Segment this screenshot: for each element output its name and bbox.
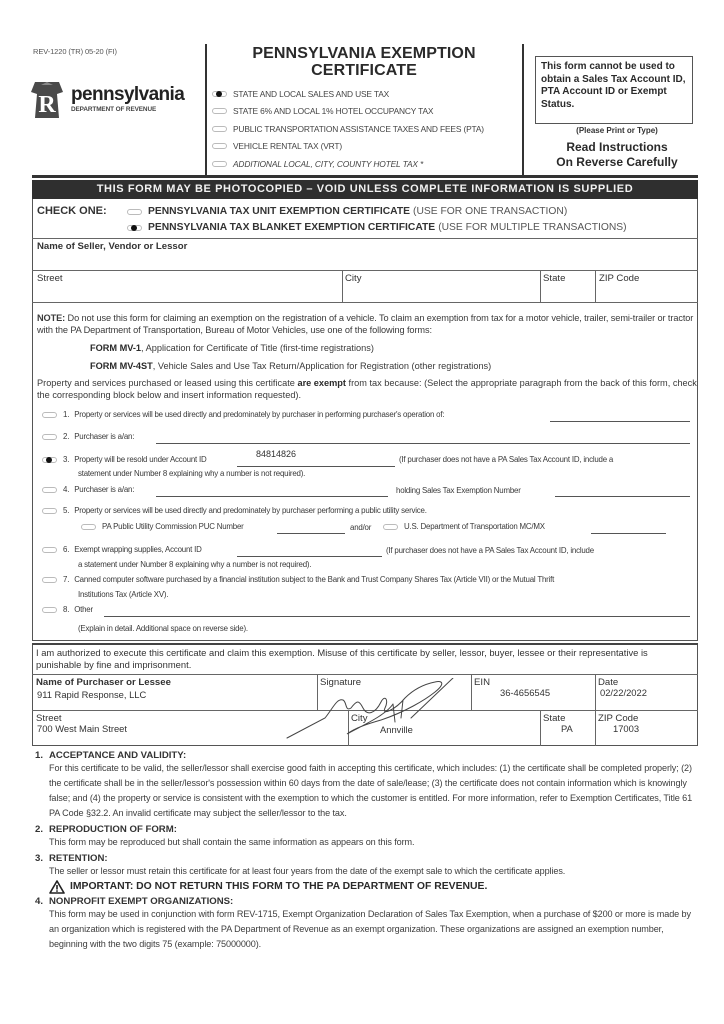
divider <box>540 710 541 746</box>
radio-oval-icon[interactable] <box>383 524 398 530</box>
tax-option-label: PUBLIC TRANSPORTATION ASSISTANCE TAXES AND FEES (PTA) <box>233 123 484 134</box>
logo-wordmark: pennsylvania <box>71 84 185 105</box>
reason-4-exemption-number[interactable] <box>555 496 690 497</box>
reason-text: Exempt wrapping supplies, Account ID <box>74 545 202 554</box>
signature-label: Signature <box>320 677 362 688</box>
instruction-body: For this certificate to be valid, the seller/lessor shall exercise good faith in accepting this certificate, which includes: (1) the certificate shall be completed properly; (2) the certificate shall be in the seller/lessor's possession within 60 days from the date of sale/lease; (3) the certificate does not contain information which is knowingly false; and (4) the property or service is consistent with the exemption to which the customer is entitled. For more information, refer to Exemption Certificates, Title 61 PA Code §32.2. An invalid certificate may subject the seller/lessor to the tax. <box>49 763 693 818</box>
tax-option-pta[interactable] <box>212 120 484 138</box>
title-line-1: PENNSYLVANIA EXEMPTION <box>252 45 476 62</box>
instruction-body: This form may be used in conjunction with form REV-1715, Exempt Organization Declaration of Sales Tax Exemption, when a purchase of $200 or more is made by an organization which is registered with the PA Department of Revenue as an exempt organization. These organizations are assigned an exemption number, beginning with the two digits 75 (example: 75000000). <box>49 909 691 949</box>
important-warning <box>49 879 695 894</box>
date-value[interactable]: 02/22/2022 <box>600 687 647 698</box>
and-or-label: and/or <box>350 523 372 532</box>
instruction-title: NONPROFIT EXEMPT ORGANIZATIONS: <box>49 896 234 907</box>
radio-oval-icon[interactable] <box>212 143 227 149</box>
print-type-note: (Please Print or Type) <box>576 126 658 135</box>
instruction-body: This form may be reproduced but shall contain the same information as appears on this form. <box>49 837 415 847</box>
reason-5-usdot[interactable] <box>383 522 545 531</box>
seller-name-field[interactable] <box>37 253 692 269</box>
form-mv1-line <box>90 343 374 353</box>
intro-text: from tax because: (Select the appropriate paragraph from the back of this form, check the corresponding block below and insert information requested). <box>37 378 697 400</box>
pa-revenue-logo <box>31 80 185 120</box>
instruction-body: The seller or lessor must retain this certificate for at least four years from the date of the exempt sale to which the certificate applies. <box>49 866 566 876</box>
reason-4[interactable] <box>42 485 134 494</box>
seller-city-field[interactable] <box>345 285 535 299</box>
purchaser-name-value[interactable]: 911 Rapid Response, LLC <box>37 689 147 700</box>
important-text: IMPORTANT: DO NOT RETURN THIS FORM TO THE PA DEPARTMENT OF REVENUE. <box>70 881 488 892</box>
cert-option-title: PENNSYLVANIA TAX BLANKET EXEMPTION CERTIFICATE <box>148 222 436 233</box>
puc-number-input[interactable] <box>277 533 345 534</box>
divider <box>32 175 698 178</box>
intro-text: Property and services purchased or leased using this certificate <box>37 378 298 388</box>
date-label: Date <box>598 677 619 688</box>
cert-option-note: (USE FOR MULTIPLE TRANSACTIONS) <box>438 222 627 233</box>
divider <box>32 238 698 239</box>
tax-option-label: STATE AND LOCAL SALES AND USE TAX <box>233 88 390 99</box>
reason-3-tail2: statement under Number 8 explaining why a number is not required). <box>78 469 306 478</box>
usdot-label: U.S. Department of Transportation MC/MX <box>404 522 545 531</box>
reason-3[interactable] <box>42 455 207 464</box>
reason-7-tail2: Institutions Tax (Article XV). <box>78 590 169 599</box>
divider <box>342 270 343 302</box>
radio-oval-icon[interactable] <box>42 547 57 553</box>
reason-5[interactable] <box>42 506 427 515</box>
reason-6-tail2: a statement under Number 8 explaining why a number is not required). <box>78 560 312 569</box>
instruction-number: 2. <box>35 824 44 835</box>
reason-4-mid: holding Sales Tax Exemption Number <box>396 486 521 495</box>
instruction-number: 4. <box>35 896 44 907</box>
tax-option-vrt[interactable] <box>212 138 484 156</box>
radio-checked-icon[interactable] <box>42 457 57 463</box>
reason-8-tail2: (Explain in detail. Additional space on reverse side). <box>78 624 248 633</box>
purchaser-city-label: City <box>351 713 368 724</box>
reason-6-tail: (If purchaser does not have a PA Sales Tax Account ID, include <box>386 546 594 555</box>
tax-option-hotel-occupancy[interactable] <box>212 103 484 121</box>
tax-option-label: STATE 6% AND LOCAL 1% HOTEL OCCUPANCY TAX <box>233 106 434 117</box>
tax-option-label: VEHICLE RENTAL TAX (VRT) <box>233 141 343 152</box>
reason-2[interactable] <box>42 432 134 441</box>
radio-oval-icon[interactable] <box>42 487 57 493</box>
form-id: REV-1220 (TR) 05-20 (FI) <box>33 47 117 56</box>
note-lead: NOTE: <box>37 313 66 323</box>
instructions <box>35 748 695 952</box>
divider <box>32 674 698 675</box>
instruction-title: REPRODUCTION OF FORM: <box>49 824 177 835</box>
reason-number: 3. <box>63 455 70 464</box>
ein-label: EIN <box>474 677 490 688</box>
reason-6-input[interactable] <box>237 556 382 557</box>
seller-street-field[interactable] <box>37 285 337 299</box>
reason-7[interactable] <box>42 575 554 584</box>
note-text: Do not use this form for claiming an exemption on the registration of a vehicle. To claim an exemption from tax for a motor vehicle, trailer, semi-trailer or tractor with the PA Department of Transportation, Bureau of Motor Vehicles, use one of the following forms: <box>37 313 694 335</box>
purchaser-state-value[interactable]: PA <box>561 723 573 734</box>
reason-3-input[interactable] <box>237 466 395 467</box>
radio-checked-icon[interactable] <box>212 91 227 97</box>
reason-8[interactable] <box>42 605 93 614</box>
svg-text:R: R <box>38 92 56 118</box>
reason-6[interactable] <box>42 545 202 554</box>
instruction-heading <box>35 896 695 907</box>
reason-number: 2. <box>63 432 70 441</box>
radio-oval-icon[interactable] <box>212 126 227 132</box>
title-line-2: CERTIFICATE <box>311 62 417 79</box>
tax-type-list <box>212 85 484 173</box>
notice-box: This form cannot be used to obtain a Sales Tax Account ID, PTA Account ID or Exempt Status. <box>535 56 693 124</box>
purchaser-zip-value[interactable]: 17003 <box>613 723 640 734</box>
seller-zip-label: ZIP Code <box>599 273 640 284</box>
divider <box>32 302 698 303</box>
logo-subtitle: DEPARTMENT OF REVENUE <box>71 106 157 113</box>
check-one-label: CHECK ONE: <box>37 205 107 217</box>
form-code: FORM MV-1 <box>90 343 142 353</box>
divider <box>471 674 472 710</box>
reason-text: Property or services will be used directly and predominately by purchaser in performing purchaser's operation of: <box>74 410 445 419</box>
reason-1-input[interactable] <box>550 421 690 422</box>
instruction-number: 3. <box>35 853 44 864</box>
seller-city-label: City <box>345 273 362 284</box>
read-line-1: Read Instructions <box>566 140 668 154</box>
radio-oval-icon[interactable] <box>42 577 57 583</box>
radio-oval-icon[interactable] <box>42 434 57 440</box>
read-line-2: On Reverse Carefully <box>556 155 678 169</box>
tax-option-label: ADDITIONAL LOCAL, CITY, COUNTY HOTEL TAX * <box>233 158 424 169</box>
reason-text: Property or services will be used directly and predominately by purchaser performing a public utility service. <box>74 506 427 515</box>
instruction-heading <box>35 853 695 864</box>
reason-3-account-id[interactable]: 84814826 <box>256 449 297 459</box>
keystone-r-icon <box>31 82 63 118</box>
seller-name-label: Name of Seller, Vendor or Lessor <box>37 241 188 252</box>
reason-number: 6. <box>63 545 70 554</box>
intro-bold: are exempt <box>297 378 346 388</box>
purchaser-city-value[interactable]: Annville <box>380 724 413 735</box>
reason-text: Canned computer software purchased by a financial institution subject to the Bank and Trust Company Shares Tax (Article VII) or the Mutual Thrift <box>74 575 555 584</box>
cert-option-note: (USE FOR ONE TRANSACTION) <box>413 206 568 217</box>
purchaser-zip-label: ZIP Code <box>598 713 639 724</box>
instruction-title: ACCEPTANCE AND VALIDITY: <box>49 750 187 761</box>
usdot-number-input[interactable] <box>591 533 666 534</box>
purchaser-street-value[interactable]: 700 West Main Street <box>37 723 127 734</box>
reason-4-input[interactable] <box>156 496 388 497</box>
instruction-number: 1. <box>35 750 44 761</box>
divider <box>540 270 541 302</box>
warning-triangle-icon <box>49 880 65 894</box>
tax-option-local-hotel[interactable] <box>212 155 484 173</box>
signature-scribble[interactable] <box>285 678 455 740</box>
cert-option-blanket[interactable] <box>127 222 627 233</box>
tax-option-sales-use[interactable] <box>212 85 484 103</box>
reason-number: 1. <box>63 410 70 419</box>
radio-checked-icon[interactable] <box>127 225 142 231</box>
reason-number: 5. <box>63 506 70 515</box>
cert-option-title: PENNSYLVANIA TAX UNIT EXEMPTION CERTIFICATE <box>148 206 411 217</box>
radio-oval-icon[interactable] <box>212 108 227 114</box>
page-title <box>206 45 522 79</box>
reason-number: 7. <box>63 575 70 584</box>
reason-text: Property will be resold under Account ID <box>74 455 207 464</box>
seller-street-label: Street <box>37 273 63 284</box>
form-desc: , Vehicle Sales and Use Tax Return/Application for Registration (other registrations) <box>152 361 492 371</box>
authorization-statement: I am authorized to execute this certificate and claim this exemption. Misuse of this certificate by seller, lessor, buyer, lessee or their representative is punishable by fine and imprisonment. <box>36 647 648 670</box>
reason-text: Purchaser is a/an: <box>74 432 135 441</box>
read-instructions <box>523 140 711 170</box>
reason-2-input[interactable] <box>156 443 690 444</box>
radio-oval-icon[interactable] <box>212 161 227 167</box>
reason-5-puc[interactable] <box>81 522 244 531</box>
instruction-title: RETENTION: <box>49 853 108 864</box>
reason-3-tail: (If purchaser does not have a PA Sales Tax Account ID, include a <box>399 455 614 464</box>
reason-number: 8. <box>63 605 70 614</box>
ein-value[interactable]: 36-4656545 <box>500 687 551 698</box>
radio-oval-icon[interactable] <box>127 209 142 215</box>
reason-text: Other <box>74 605 93 614</box>
radio-oval-icon[interactable] <box>42 508 57 514</box>
cert-option-unit[interactable] <box>127 206 567 217</box>
seller-state-field[interactable] <box>543 285 593 299</box>
purchaser-street-label: Street <box>36 713 62 724</box>
photocopy-banner: THIS FORM MAY BE PHOTOCOPIED – VOID UNLESS COMPLETE INFORMATION IS SUPPLIED <box>32 180 698 199</box>
reason-text: Purchaser is a/an: <box>74 485 135 494</box>
purchaser-state-label: State <box>543 713 566 724</box>
divider <box>595 270 596 302</box>
seller-state-label: State <box>543 273 566 284</box>
reason-8-input[interactable] <box>104 616 690 617</box>
seller-zip-field[interactable] <box>599 285 694 299</box>
form-code: FORM MV-4ST <box>90 361 153 371</box>
vehicle-note <box>37 313 697 336</box>
form-mv4st-line <box>90 361 491 371</box>
instruction-heading <box>35 824 695 835</box>
instruction-heading <box>35 750 695 761</box>
purchaser-name-label: Name of Purchaser or Lessee <box>36 677 171 688</box>
reason-number: 4. <box>63 485 70 494</box>
divider <box>32 270 698 271</box>
exempt-reason-intro <box>37 378 697 401</box>
radio-oval-icon[interactable] <box>42 412 57 418</box>
radio-oval-icon[interactable] <box>42 607 57 613</box>
reason-1[interactable] <box>42 410 444 419</box>
radio-oval-icon[interactable] <box>81 524 96 530</box>
form-desc: , Application for Certificate of Title (first-time registrations) <box>141 343 374 353</box>
puc-label: PA Public Utility Commission PUC Number <box>102 522 244 531</box>
